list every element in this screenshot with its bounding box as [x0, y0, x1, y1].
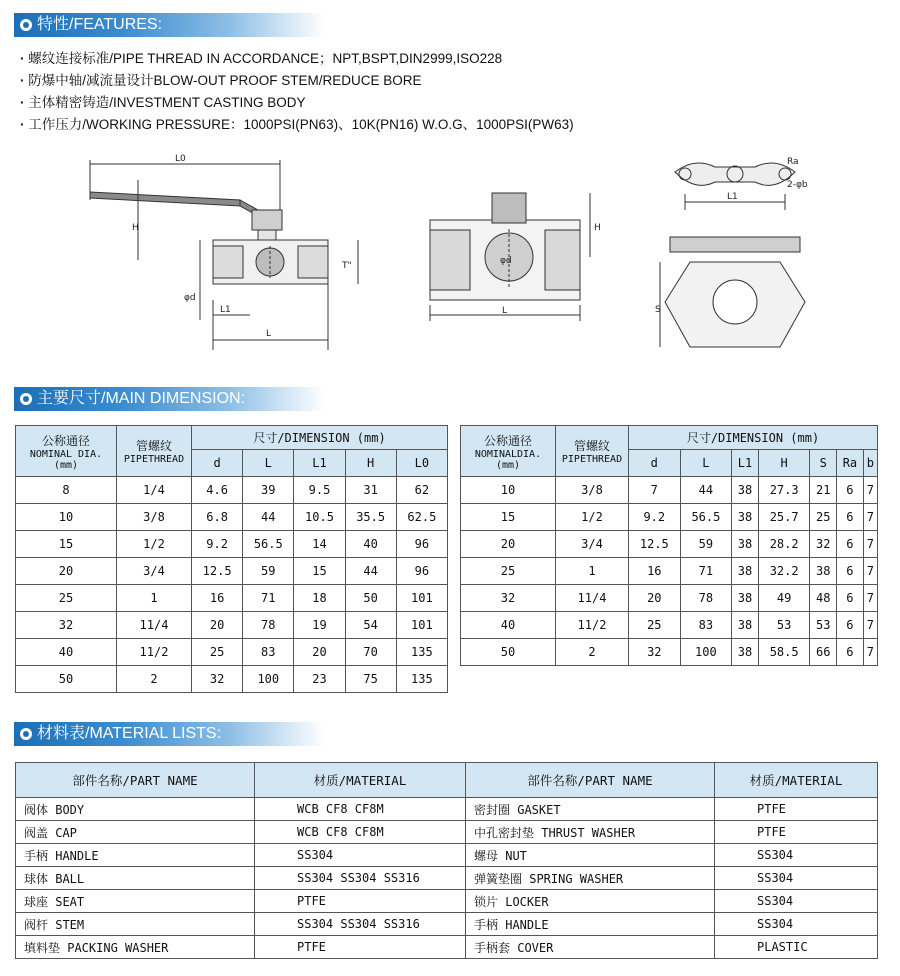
dimension-banner: [14, 387, 324, 411]
table-cell: 135: [396, 666, 447, 693]
table-cell: 手柄 HANDLE: [466, 913, 715, 936]
table-cell: 9.5: [294, 477, 345, 504]
table-cell: SS304: [255, 844, 466, 867]
label-L1-mounting: L1: [727, 192, 738, 202]
col-L1: L1: [294, 450, 345, 477]
table-cell: 32.2: [758, 558, 810, 585]
table-cell: 6.8: [192, 504, 243, 531]
table-cell: 32: [16, 612, 117, 639]
table-cell: 71: [243, 585, 294, 612]
col-H: H: [758, 450, 810, 477]
table-cell: 32: [192, 666, 243, 693]
table-cell: 16: [192, 585, 243, 612]
table-cell: 7: [863, 639, 877, 666]
table-cell: 25: [629, 612, 681, 639]
header-nominal-cn: 公称通径: [41, 433, 90, 448]
table-cell: 螺母 NUT: [466, 844, 715, 867]
table-cell: SS304: [715, 890, 878, 913]
table-cell: 96: [396, 558, 447, 585]
table-cell: 20: [461, 531, 556, 558]
table-cell: 44: [243, 504, 294, 531]
table-cell: 2: [117, 666, 192, 693]
table-cell: 44: [680, 477, 732, 504]
header-nominal-cn: 公称通径: [483, 433, 532, 448]
table-cell: 75: [345, 666, 396, 693]
table-row: [16, 639, 448, 666]
table-cell: 弹簧垫圈 SPRING WASHER: [466, 867, 715, 890]
header-dimension: 尺寸/DIMENSION (mm): [629, 426, 878, 450]
table-row: [16, 612, 448, 639]
table-cell: 38: [732, 585, 759, 612]
table-cell: 9.2: [629, 504, 681, 531]
table-cell: 10: [16, 504, 117, 531]
valve-side-drawing: [80, 150, 380, 360]
valve-section-drawing: [420, 185, 610, 325]
bullet-circle-icon: [20, 393, 32, 405]
table-cell: 16: [629, 558, 681, 585]
table-cell: 6: [837, 558, 864, 585]
table-cell: 4.6: [192, 477, 243, 504]
material-banner-title: 材料表/MATERIAL LISTS:: [37, 725, 222, 742]
table-cell: 25.7: [758, 504, 810, 531]
table-cell: 96: [396, 531, 447, 558]
header-material: 材质/MATERIAL: [715, 763, 878, 798]
table-cell: 7: [863, 504, 877, 531]
table-row: [16, 867, 878, 890]
table-cell: 32: [810, 531, 837, 558]
table-cell: 19: [294, 612, 345, 639]
table-cell: 53: [758, 612, 810, 639]
table-cell: 66: [810, 639, 837, 666]
header-nominal-en: NOMINAL DIA. (mm): [29, 448, 103, 471]
table-row: [461, 477, 878, 504]
features-banner-title: 特性/FEATURES:: [37, 16, 163, 33]
label-S: S: [655, 305, 661, 315]
col-L1: L1: [732, 450, 759, 477]
col-H: H: [345, 450, 396, 477]
table-cell: 35.5: [345, 504, 396, 531]
table-cell: PTFE: [715, 798, 878, 821]
table-cell: 3/8: [556, 477, 629, 504]
table-cell: 15: [461, 504, 556, 531]
table-row: [16, 798, 878, 821]
feature-item: · 螺纹连接标准/PIPE THREAD IN ACCORDANCE；NPT,BSPT,DIN2999,ISO228: [20, 48, 574, 70]
table-cell: SS304 SS304 SS316: [255, 867, 466, 890]
table-cell: 7: [863, 585, 877, 612]
col-L: L: [243, 450, 294, 477]
table-cell: 38: [732, 504, 759, 531]
features-list: [20, 48, 574, 136]
feature-item: · 防爆中轴/减流量设计BLOW-OUT PROOF STEM/REDUCE BORE: [20, 70, 574, 92]
feature-item: · 主体精密铸造/INVESTMENT CASTING BODY: [20, 92, 574, 114]
table-cell: 40: [345, 531, 396, 558]
table-cell: 25: [461, 558, 556, 585]
table-cell: 7: [863, 558, 877, 585]
table-cell: 40: [16, 639, 117, 666]
table-row: [16, 585, 448, 612]
table-cell: 手柄套 COVER: [466, 936, 715, 959]
table-cell: 20: [629, 585, 681, 612]
col-d: d: [629, 450, 681, 477]
header-nominal-en: NOMINALDIA. (mm): [474, 448, 542, 471]
table-cell: 50: [461, 639, 556, 666]
label-Ra: Ra: [787, 157, 799, 167]
table-cell: 25: [810, 504, 837, 531]
table-row: [16, 504, 448, 531]
table-cell: 12.5: [629, 531, 681, 558]
table-cell: 20: [16, 558, 117, 585]
table-cell: 20: [192, 612, 243, 639]
label-L1: L1: [220, 305, 231, 315]
table-cell: 23: [294, 666, 345, 693]
table-cell: 54: [345, 612, 396, 639]
table-cell: 球座 SEAT: [16, 890, 255, 913]
table-cell: SS304 SS304 SS316: [255, 913, 466, 936]
label-H-section: H: [594, 223, 601, 233]
table-cell: 40: [461, 612, 556, 639]
table-row: [461, 639, 878, 666]
table-cell: 6: [837, 585, 864, 612]
feature-item: · 工作压力/WORKING PRESSURE：1000PSI(PN63)、10K(PN16) W.O.G、1000PSI(PW63): [20, 114, 574, 136]
table-cell: 49: [758, 585, 810, 612]
dimension-banner-title: 主要尺寸/MAIN DIMENSION:: [37, 390, 246, 407]
table-row: [16, 890, 878, 913]
table-cell: 密封圈 GASKET: [466, 798, 715, 821]
table-cell: WCB CF8 CF8M: [255, 821, 466, 844]
table-cell: 101: [396, 612, 447, 639]
table-cell: 6: [837, 612, 864, 639]
header-thread-cn: 管螺纹: [135, 439, 172, 453]
table-cell: 6: [837, 477, 864, 504]
table-cell: 50: [16, 666, 117, 693]
table-row: [461, 531, 878, 558]
table-cell: 阀杆 STEM: [16, 913, 255, 936]
table-cell: 15: [16, 531, 117, 558]
table-cell: 阀盖 CAP: [16, 821, 255, 844]
table-cell: 填料垫 PACKING WASHER: [16, 936, 255, 959]
table-row: [16, 821, 878, 844]
table-cell: 83: [680, 612, 732, 639]
table-cell: 25: [192, 639, 243, 666]
table-cell: 28.2: [758, 531, 810, 558]
col-S: S: [810, 450, 837, 477]
label-H: H: [132, 223, 139, 233]
table-row: [16, 531, 448, 558]
table-cell: 8: [16, 477, 117, 504]
table-row: [16, 666, 448, 693]
label-L: L: [266, 329, 272, 339]
table-cell: 3/8: [117, 504, 192, 531]
table-cell: 38: [732, 531, 759, 558]
table-cell: 阀体 BODY: [16, 798, 255, 821]
table-cell: 11/4: [556, 585, 629, 612]
table-cell: 27.3: [758, 477, 810, 504]
table-cell: 6: [837, 531, 864, 558]
table-cell: 39: [243, 477, 294, 504]
col-d: d: [192, 450, 243, 477]
table-cell: 1: [117, 585, 192, 612]
table-row: [16, 913, 878, 936]
table-cell: 38: [732, 612, 759, 639]
label-L-section: L: [502, 306, 508, 316]
table-cell: 25: [16, 585, 117, 612]
label-L0: L0: [175, 154, 186, 164]
table-cell: 32: [629, 639, 681, 666]
table-row: [16, 558, 448, 585]
table-cell: 6: [837, 639, 864, 666]
table-cell: 15: [294, 558, 345, 585]
table-cell: 10.5: [294, 504, 345, 531]
header-material: 材质/MATERIAL: [255, 763, 466, 798]
label-phid: φd: [184, 293, 196, 303]
table-cell: 83: [243, 639, 294, 666]
table-cell: 38: [732, 558, 759, 585]
table-cell: 135: [396, 639, 447, 666]
col-b: b: [863, 450, 877, 477]
header-nominal: [16, 426, 117, 477]
table-cell: 50: [345, 585, 396, 612]
table-cell: 1: [556, 558, 629, 585]
table-cell: 20: [294, 639, 345, 666]
table-cell: 62.5: [396, 504, 447, 531]
table-cell: 38: [732, 477, 759, 504]
table-row: [461, 585, 878, 612]
table-row: [16, 936, 878, 959]
header-thread: [556, 426, 629, 477]
table-cell: 56.5: [680, 504, 732, 531]
table-row: [461, 558, 878, 585]
table-row: [461, 504, 878, 531]
table-cell: PTFE: [255, 936, 466, 959]
table-cell: SS304: [715, 844, 878, 867]
label-phid-section: φd: [500, 256, 512, 266]
table-cell: 锁片 LOCKER: [466, 890, 715, 913]
table-cell: 11/2: [556, 612, 629, 639]
table-cell: 78: [243, 612, 294, 639]
table-cell: 100: [680, 639, 732, 666]
bullet-circle-icon: [20, 19, 32, 31]
table-cell: 62: [396, 477, 447, 504]
table-cell: 48: [810, 585, 837, 612]
table-cell: 1/2: [556, 504, 629, 531]
table-cell: 14: [294, 531, 345, 558]
table-cell: 11/4: [117, 612, 192, 639]
col-L0: L0: [396, 450, 447, 477]
label-2phib: 2-φb: [787, 180, 808, 190]
table-cell: 1/4: [117, 477, 192, 504]
header-part-name: 部件名称/PART NAME: [16, 763, 255, 798]
header-part-name: 部件名称/PART NAME: [466, 763, 715, 798]
valve-mounting-drawing: [655, 152, 815, 362]
features-banner: [14, 13, 324, 37]
table-cell: PTFE: [715, 821, 878, 844]
header-nominal: [461, 426, 556, 477]
table-row: [461, 612, 878, 639]
col-Ra: Ra: [837, 450, 864, 477]
table-cell: 11/2: [117, 639, 192, 666]
dimension-table-2: [460, 425, 878, 666]
table-cell: 101: [396, 585, 447, 612]
label-T: T": [342, 261, 352, 271]
material-banner: [14, 722, 324, 746]
table-row: [16, 477, 448, 504]
table-cell: 中孔密封垫 THRUST WASHER: [466, 821, 715, 844]
table-cell: 31: [345, 477, 396, 504]
table-cell: 32: [461, 585, 556, 612]
table-cell: 7: [863, 531, 877, 558]
table-row: [16, 844, 878, 867]
table-cell: 71: [680, 558, 732, 585]
table-cell: WCB CF8 CF8M: [255, 798, 466, 821]
table-cell: 9.2: [192, 531, 243, 558]
table-cell: 12.5: [192, 558, 243, 585]
table-cell: 2: [556, 639, 629, 666]
table-cell: 手柄 HANDLE: [16, 844, 255, 867]
col-L: L: [680, 450, 732, 477]
table-cell: PLASTIC: [715, 936, 878, 959]
table-cell: 1/2: [117, 531, 192, 558]
table-cell: 78: [680, 585, 732, 612]
header-thread-en: PIPETHREAD: [123, 454, 185, 465]
table-cell: 6: [837, 504, 864, 531]
table-cell: 100: [243, 666, 294, 693]
table-cell: 44: [345, 558, 396, 585]
table-cell: 7: [629, 477, 681, 504]
table-cell: 21: [810, 477, 837, 504]
dimension-table-1: [15, 425, 448, 693]
table-cell: 38: [732, 639, 759, 666]
table-cell: SS304: [715, 867, 878, 890]
table-cell: 3/4: [117, 558, 192, 585]
table-cell: PTFE: [255, 890, 466, 913]
table-cell: 18: [294, 585, 345, 612]
table-cell: SS304: [715, 913, 878, 936]
header-thread-en: PIPETHREAD: [561, 454, 623, 465]
header-dimension: 尺寸/DIMENSION (mm): [192, 426, 448, 450]
table-cell: 10: [461, 477, 556, 504]
table-cell: 70: [345, 639, 396, 666]
table-cell: 38: [810, 558, 837, 585]
table-cell: 53: [810, 612, 837, 639]
table-cell: 56.5: [243, 531, 294, 558]
header-thread-cn: 管螺纹: [573, 439, 610, 453]
bullet-circle-icon: [20, 728, 32, 740]
table-cell: 7: [863, 477, 877, 504]
table-cell: 59: [680, 531, 732, 558]
material-table: [15, 762, 878, 959]
table-cell: 7: [863, 612, 877, 639]
table-cell: 58.5: [758, 639, 810, 666]
header-thread: [117, 426, 192, 477]
table-cell: 球体 BALL: [16, 867, 255, 890]
table-cell: 3/4: [556, 531, 629, 558]
table-cell: 59: [243, 558, 294, 585]
